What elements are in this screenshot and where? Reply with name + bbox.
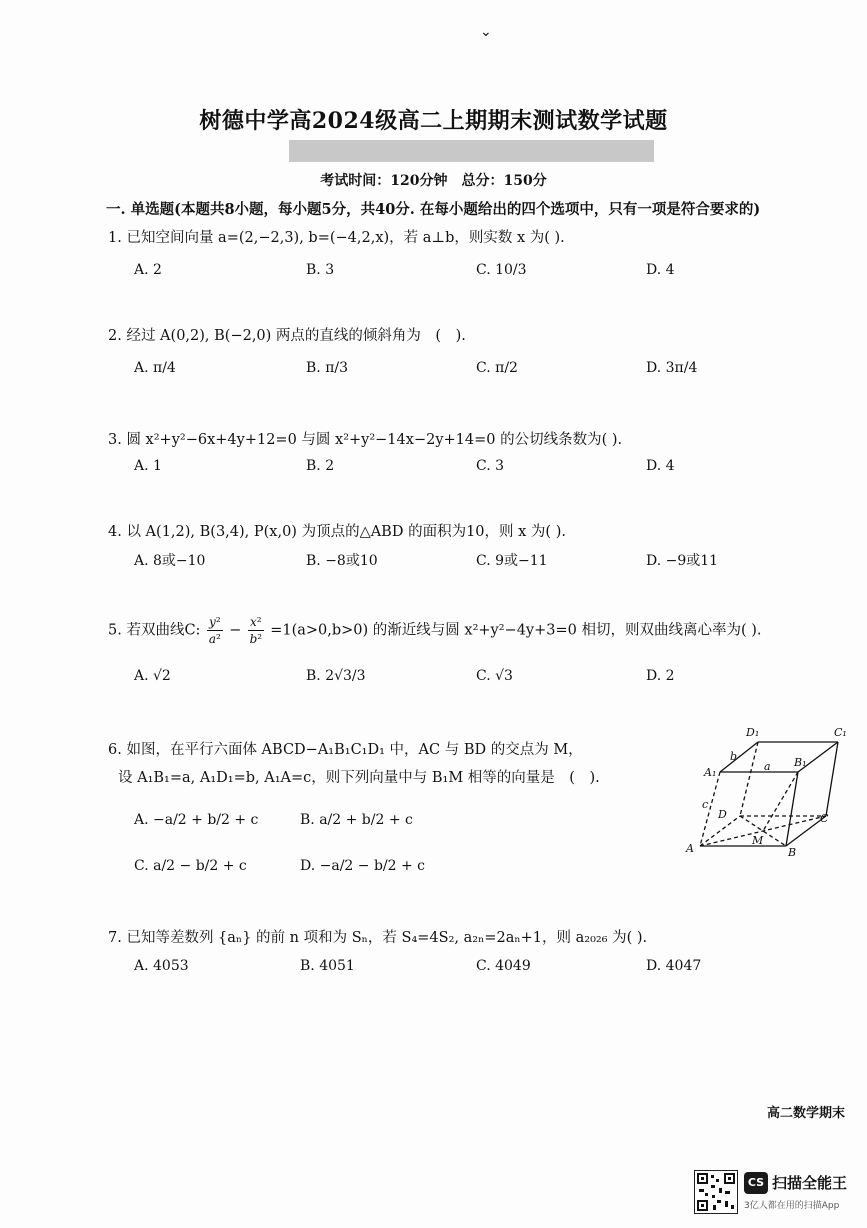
option-c: C. 10/3 [476,262,527,278]
label-d1: D₁ [746,726,760,739]
option-c: C. π/2 [476,360,518,376]
option-b: B. 3 [306,262,335,278]
question-number: 2. [108,328,122,344]
option-d: D. −a/2 − b/2 + c [300,858,426,874]
section-heading: 一. 单选题(本题共8小题，每小题5分，共40分. 在每小题给出的四个选项中，只有一项是符合要求的) [106,201,761,218]
option-c: C. √3 [476,668,513,684]
option-b: B. a/2 + b/2 + c [300,812,413,828]
qr-code-icon [694,1170,738,1214]
scanner-logo-icon: CS [744,1172,768,1194]
label-a: a [764,760,771,773]
option-d: D. 3π/4 [646,360,698,376]
option-d: D. 4 [646,458,675,474]
question-text: 已知等差数列 {aₙ} 的前 n 项和为 Sₙ，若 S₄=4S₂, a₂ₙ=2aₙ+1，则 a₂₀₂₆ 为( ). [126,930,648,946]
scanner-subtitle: 3亿人都在用的扫描App [744,1201,840,1211]
label-b-point: B [788,846,797,859]
fraction-x2-b2: $\frac{\text{x²}}{\text{b²}}$ [249,615,263,646]
question-number: 3. [108,432,122,448]
option-d: D. 4 [646,262,675,278]
question-text-post: =1(a>0,b>0) 的渐近线与圆 x²+y²−4y+3=0 相切，则双曲线离心率为( ). [270,622,762,639]
option-b: B. 2 [306,458,335,474]
question-number: 6. [108,742,122,758]
label-b: b [730,750,738,763]
page-title: 树德中学高2024级高二上期期末测试数学试题 [199,108,668,134]
redacted-bar [289,140,654,162]
fraction-y2-a2: $\frac{\text{y²}}{\text{a²}}$ [208,615,221,646]
parallelepiped-figure [680,722,860,862]
question-line-1: 如图，在平行六面体 ABCD−A₁B₁C₁D₁ 中，AC 与 BD 的交点为 M， [126,742,583,758]
option-d: D. 2 [646,668,675,684]
option-c: C. 3 [476,458,505,474]
question-number: 7. [108,930,122,946]
scan-mark: ⌄ [480,24,492,40]
question-text: 经过 A(0,2), B(−2,0) 两点的直线的倾斜角为 ( ). [126,328,466,344]
label-d: D [718,808,727,821]
label-c-point: C [820,812,829,825]
option-b: B. 2√3/3 [306,668,366,684]
option-b: B. 4051 [300,958,355,974]
option-a: A. π/4 [134,360,176,376]
page-footer-label: 高二数学期末 [766,1106,845,1121]
question-4 [108,520,566,541]
option-d: D. 4047 [646,958,702,974]
question-number: 4. [108,524,122,540]
question-6 [108,738,583,759]
question-2 [108,324,466,345]
option-c: C. a/2 − b/2 + c [134,858,247,874]
option-b: B. π/3 [306,360,349,376]
label-a-point: A [686,842,694,855]
question-number: 5. [108,622,122,639]
option-a: A. √2 [134,668,171,684]
question-number: 1. [108,230,122,246]
option-a: A. 8或−10 [134,553,206,569]
label-m: M [752,834,764,847]
scanner-brand: 扫描全能王 [772,1174,848,1192]
option-a: A. 2 [134,262,162,278]
question-text: 已知空间向量 a=(2,−2,3), b=(−4,2,x)，若 a⊥b，则实数 x 为( ). [126,230,565,246]
question-text: 以 A(1,2), B(3,4), P(x,0) 为顶点的△ABD 的面积为10，则 x 为( ). [126,524,566,540]
question-3 [108,428,622,449]
option-a: A. −a/2 + b/2 + c [134,812,259,828]
exam-info: 考试时间：120分钟 总分：150分 [320,173,547,189]
option-a: A. 1 [134,458,162,474]
question-text-pre: 若双曲线C: [126,622,201,639]
option-b: B. −8或10 [306,553,378,569]
label-c: c [702,798,709,811]
label-a1: A₁ [704,766,717,779]
question-5: 5. 若双曲线C: $\frac{\text{y²}}{\text{a²}}$ − $\frac{\text{x²}}{\text{b²}}$ =1(a>0,b>0) 的渐近线与圆 x²+y²−4y+3=0 相切，则双曲线离心率为( ). [108,615,762,646]
question-6-line-2: 设 A₁B₁=a, A₁D₁=b, A₁A=c，则下列向量中与 B₁M 相等的向量是 ( ). [118,770,600,786]
label-b1: B₁ [794,756,807,769]
label-c1: C₁ [834,726,847,739]
question-7 [108,926,647,947]
question-1 [108,226,565,247]
option-a: A. 4053 [134,958,189,974]
option-c: C. 4049 [476,958,531,974]
option-d: D. −9或11 [646,553,719,569]
question-text: 圆 x²+y²−6x+4y+12=0 与圆 x²+y²−14x−2y+14=0 的公切线条数为( ). [126,432,623,448]
option-c: C. 9或−11 [476,553,548,569]
